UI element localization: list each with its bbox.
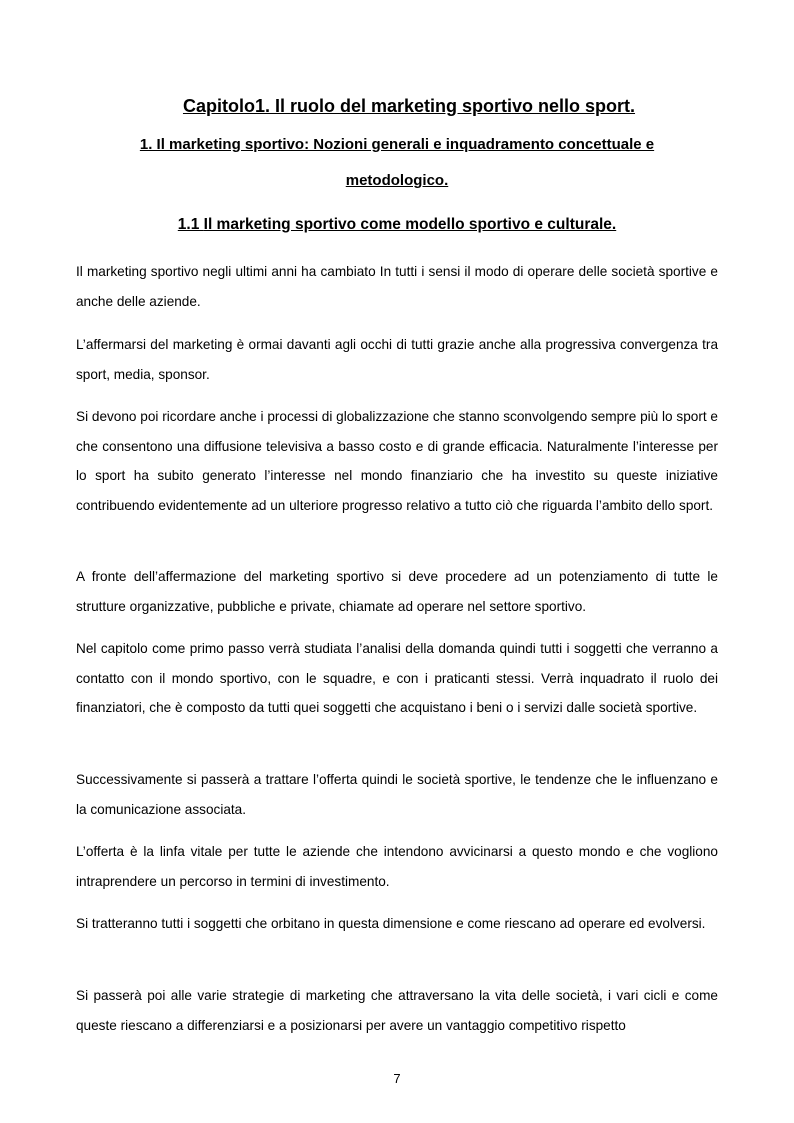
chapter-title: Capitolo1. Il ruolo del marketing sportivo nello sport. [182,96,636,116]
subsection-number: 1.1 [177,216,204,233]
paragraph-8: Si tratteranno tutti i soggetti che orbitano in questa dimensione e come riescano ad operare ed evolversi. [76,916,706,931]
subsection-title-text: Il marketing sportivo come modello sportivo e culturale. [203,216,617,233]
page-number: 7 [393,1071,401,1086]
subsection-title [0,216,794,234]
paragraph-7: L’offerta è la linfa vitale per tutte le aziende che intendono avvicinarsi a questo mondo e che vogliono intraprendere un percorso in termini di investimento. [76,844,718,889]
paragraph-2: L’affermarsi del marketing è ormai davanti agli occhi di tutti grazie anche alla progressiva convergenza tra sport, media, sponsor. [76,337,718,382]
section-title-line-1: 1. Il marketing sportivo: Nozioni generali e inquadramento concettuale e [139,136,655,153]
paragraph-6: Successivamente si passerà a trattare l’offerta quindi le società sportive, le tendenze che le influenzano e la comunicazione associata. [76,772,718,817]
section-title-line-2: metodologico. [345,172,449,189]
paragraph-9: Si passerà poi alle varie strategie di marketing che attraversano la vita delle società, i vari cicli e come queste riescano a differenziarsi e a posizionarsi per avere un vantaggio competitivo rispetto [76,988,718,1033]
paragraph-4: A fronte dell’affermazione del marketing sportivo si deve procedere ad un potenziamento di tutte le strutture organizzative, pubbliche e private, chiamate ad operare nel settore sportivo. [76,569,718,614]
paragraph-5: Nel capitolo come primo passo verrà studiata l’analisi della domanda quindi tutti i soggetti che verranno a contatto con il mondo sportivo, con le squadre, e con i praticanti stessi. Verrà inquadrato il ruolo dei finanziatori, che è composto da tutti quei soggetti che acquistano i beni o i servizi dalle società sportive. [76,641,718,715]
paragraph-3: Si devono poi ricordare anche i processi di globalizzazione che stanno sconvolgendo sempre più lo sport e che consentono una diffusione televisiva a basso costo e di grande efficacia. Naturalmente l’interesse per lo sport ha subito generato l’interesse nel mondo finanziario che ha investito su queste iniziative contribuendo evidentemente ad un ulteriore progresso relativo a tutto ciò che riguarda l’ambito dello sport. [76,409,718,513]
paragraph-1: Il marketing sportivo negli ultimi anni ha cambiato In tutti i sensi il modo di operare delle società sportive e anche delle aziende. [76,264,718,309]
